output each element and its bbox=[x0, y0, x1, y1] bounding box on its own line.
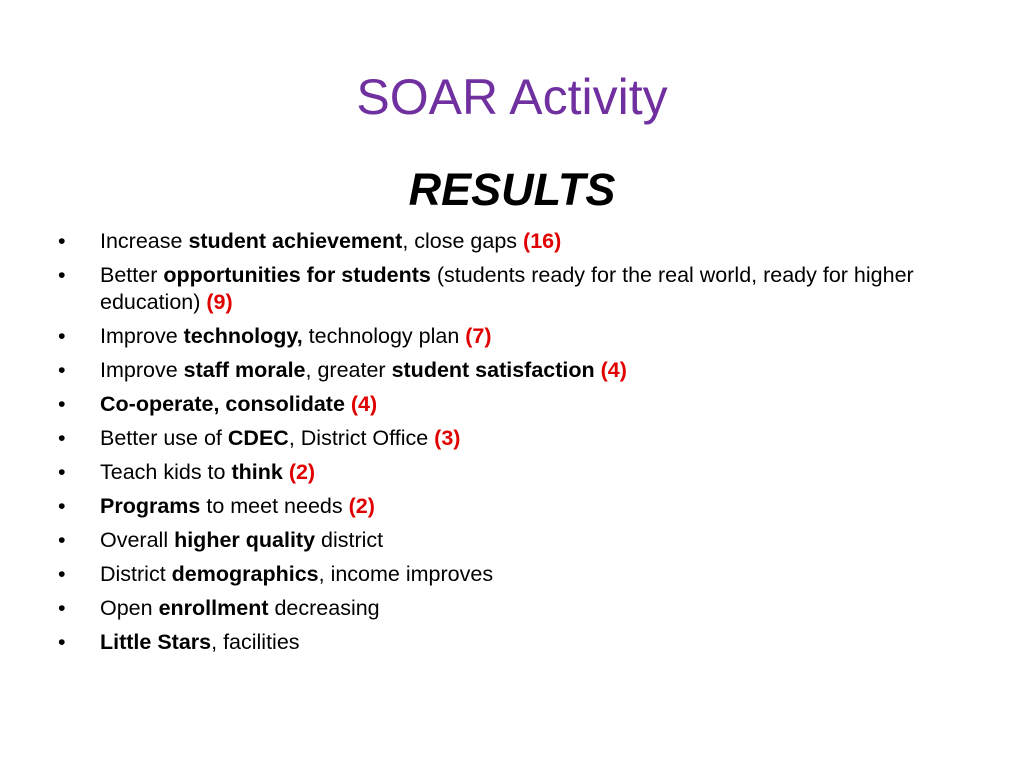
bullet-item bbox=[56, 323, 976, 350]
bullet-dot: • bbox=[58, 392, 66, 416]
vote-count: (2) bbox=[348, 494, 375, 518]
vote-count: (2) bbox=[288, 460, 316, 484]
bullet-text: , close gaps bbox=[402, 229, 524, 253]
vote-count: (9) bbox=[206, 290, 233, 314]
vote-count: (16) bbox=[523, 229, 562, 253]
vote-count: (4) bbox=[350, 392, 378, 416]
bullet-emphasis: Programs bbox=[100, 494, 201, 518]
bullet-dot: • bbox=[58, 263, 66, 287]
bullet-text: , facilities bbox=[211, 630, 300, 654]
bullet-text: decreasing bbox=[268, 596, 380, 620]
bullet-text: technology plan bbox=[302, 324, 466, 348]
bullet-text: Overall bbox=[100, 528, 175, 552]
bullet-text: Improve bbox=[100, 324, 184, 348]
bullet-item bbox=[56, 357, 976, 384]
bullet-text: (students ready for the real world, ready for higher education) bbox=[100, 263, 914, 314]
bullet-dot: • bbox=[58, 426, 66, 450]
bullet-item bbox=[56, 629, 976, 656]
vote-count: (4) bbox=[600, 358, 627, 382]
slide-title: SOAR Activity bbox=[356, 69, 668, 125]
bullet-item bbox=[56, 391, 976, 418]
bullet-emphasis: opportunities for students bbox=[163, 263, 431, 287]
bullet-item bbox=[56, 527, 976, 554]
bullet-emphasis: demographics bbox=[171, 562, 319, 586]
bullet-emphasis: enrollment bbox=[158, 596, 269, 620]
bullet-dot: • bbox=[58, 460, 66, 484]
bullet-text: , greater bbox=[305, 358, 392, 382]
bullet-text: Increase bbox=[100, 229, 189, 253]
bullet-emphasis: CDEC bbox=[227, 426, 289, 450]
vote-count: (3) bbox=[434, 426, 461, 450]
vote-count: (7) bbox=[465, 324, 492, 348]
bullet-dot: • bbox=[58, 528, 66, 552]
bullet-emphasis: Co-operate, consolidate bbox=[100, 392, 345, 416]
bullet-emphasis: higher quality bbox=[174, 528, 316, 552]
bullet-item bbox=[56, 425, 976, 452]
bullet-emphasis: student achievement bbox=[188, 229, 403, 253]
bullet-emphasis: think bbox=[231, 460, 283, 484]
bullet-text: Teach kids to bbox=[100, 460, 232, 484]
results-bullet-list bbox=[56, 228, 976, 663]
bullet-item bbox=[56, 459, 976, 486]
bullet-text: District bbox=[100, 562, 172, 586]
bullet-emphasis: technology, bbox=[183, 324, 303, 348]
bullet-dot: • bbox=[58, 562, 66, 586]
bullet-text: Better bbox=[100, 263, 164, 287]
bullet-text: , District Office bbox=[288, 426, 435, 450]
bullet-dot: • bbox=[58, 630, 66, 654]
bullet-dot: • bbox=[58, 324, 66, 348]
results-heading: RESULTS bbox=[408, 164, 616, 215]
bullet-item bbox=[56, 262, 976, 316]
bullet-dot: • bbox=[58, 229, 66, 253]
bullet-dot: • bbox=[58, 358, 66, 382]
bullet-item bbox=[56, 595, 976, 622]
bullet-emphasis: staff morale bbox=[183, 358, 306, 382]
bullet-item bbox=[56, 493, 976, 520]
bullet-text: district bbox=[315, 528, 384, 552]
bullet-text: Improve bbox=[100, 358, 184, 382]
bullet-dot: • bbox=[58, 596, 66, 620]
bullet-text: Better use of bbox=[100, 426, 228, 450]
bullet-dot: • bbox=[58, 494, 66, 518]
bullet-item bbox=[56, 228, 976, 255]
bullet-emphasis: Little Stars bbox=[100, 630, 212, 654]
bullet-item bbox=[56, 561, 976, 588]
bullet-text: Open bbox=[100, 596, 159, 620]
bullet-emphasis: student satisfaction bbox=[391, 358, 595, 382]
bullet-text: , income improves bbox=[318, 562, 494, 586]
bullet-text: to meet needs bbox=[200, 494, 349, 518]
